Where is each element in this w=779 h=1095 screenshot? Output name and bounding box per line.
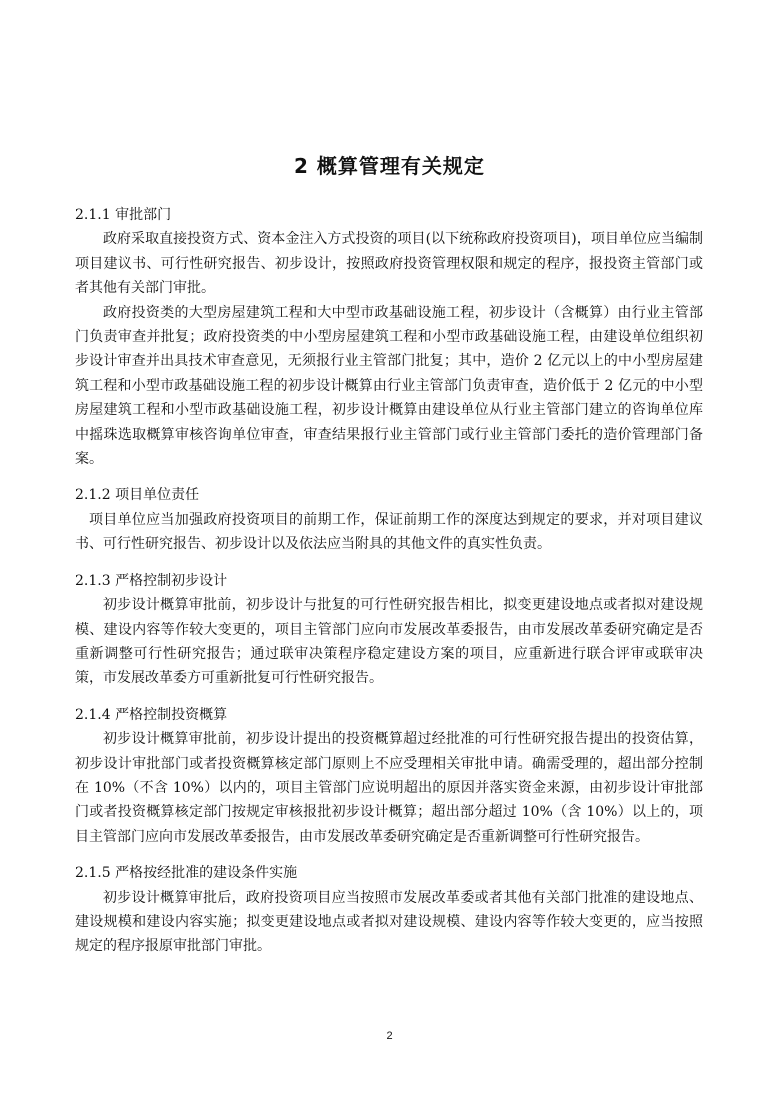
- page-number: 2: [386, 1030, 393, 1042]
- paragraph: 项目单位应当加强政府投资项目的前期工作，保证前期工作的深度达到规定的要求，并对项目建议书、可行性研究报告、初步设计以及依法应当附具的其他文件的真实性负责。: [75, 511, 703, 553]
- paragraph: 初步设计概算审批前，初步设计提出的投资概算超过经批准的可行性研究报告提出的投资估算，初步设计审批部门或者投资概算核定部门原则上不应受理相关审批申请。确需受理的，超出部分控制在 10%（不含 10%）以内的，项目主管部门应说明超出的原因并落实资金来源，由初步设计审批部门或者投资概算核定部门按规定审核报批初步设计概算；超出部分超过 10%（含 10%）以上的，项目主管部门应向市发展改革委报告，由市发展改革委研究确定是否重新调整可行性研究报告。: [75, 731, 703, 845]
- paragraph: 政府采取直接投资方式、资本金注入方式投资的项目(以下统称政府投资项目)，项目单位应当编制项目建议书、可行性研究报告、初步设计，按照政府投资管理权限和规定的程序，报投资主管部门或者其他有关部门审批。: [75, 231, 703, 297]
- section-heading: 2.1.4 严格控制投资概算: [75, 706, 228, 723]
- paragraph: 政府投资类的大型房屋建筑工程和大中型市政基础设施工程，初步设计（含概算）由行业主管部门负责审查并批复；政府投资类的中小型房屋建筑工程和小型市政基础设施工程，由建设单位组织初步设计审查并出具技术审查意见，无须报行业主管部门批复；其中，造价 2 亿元以上的中小型房屋建筑工程和小型市政基础设施工程的初步设计概算由行业主管部门负责审查，造价低于 2 亿元的中小型房屋建筑工程和小型市政基础设施工程，初步设计概算由建设单位从行业主管部门建立的咨询单位库中摇珠选取概算审核咨询单位审查，审查结果报行业主管部门或行业主管部门委托的造价管理部门备案。: [75, 304, 703, 468]
- section-heading: 2.1.3 严格控制初步设计: [75, 572, 228, 589]
- paragraph: 初步设计概算审批前，初步设计与批复的可行性研究报告相比，拟变更建设地点或者拟对建设规模、建设内容等作较大变更的，项目主管部门应向市发展改革委报告，由市发展改革委研究确定是否重新调整可行性研究报告；通过联审决策程序稳定建设方案的项目，应重新进行联合评审或联审决策，市发展改革委方可重新批复可行性研究报告。: [75, 597, 703, 687]
- section-2-1-5: [75, 861, 703, 959]
- section-heading: 2.1.1 审批部门: [75, 207, 172, 223]
- section-2-1-2: [75, 483, 703, 556]
- section-2-1-4: [75, 703, 703, 849]
- section-heading: 2.1.5 严格按经批准的建设条件实施: [75, 865, 298, 882]
- paragraph: 初步设计概算审批后，政府投资项目应当按照市发展改革委或者其他有关部门批准的建设地点、建设规模和建设内容实施；拟变更建设地点或者拟对建设规模、建设内容等作较大变更的，应当按照规定的程序报原审批部门审批。: [75, 889, 703, 955]
- page-title: 2 概算管理有关规定: [294, 154, 485, 178]
- section-2-1-3: [75, 569, 703, 691]
- document-body: [75, 203, 703, 959]
- section-2-1-1: [75, 203, 703, 471]
- section-heading: 2.1.2 项目单位责任: [75, 487, 200, 504]
